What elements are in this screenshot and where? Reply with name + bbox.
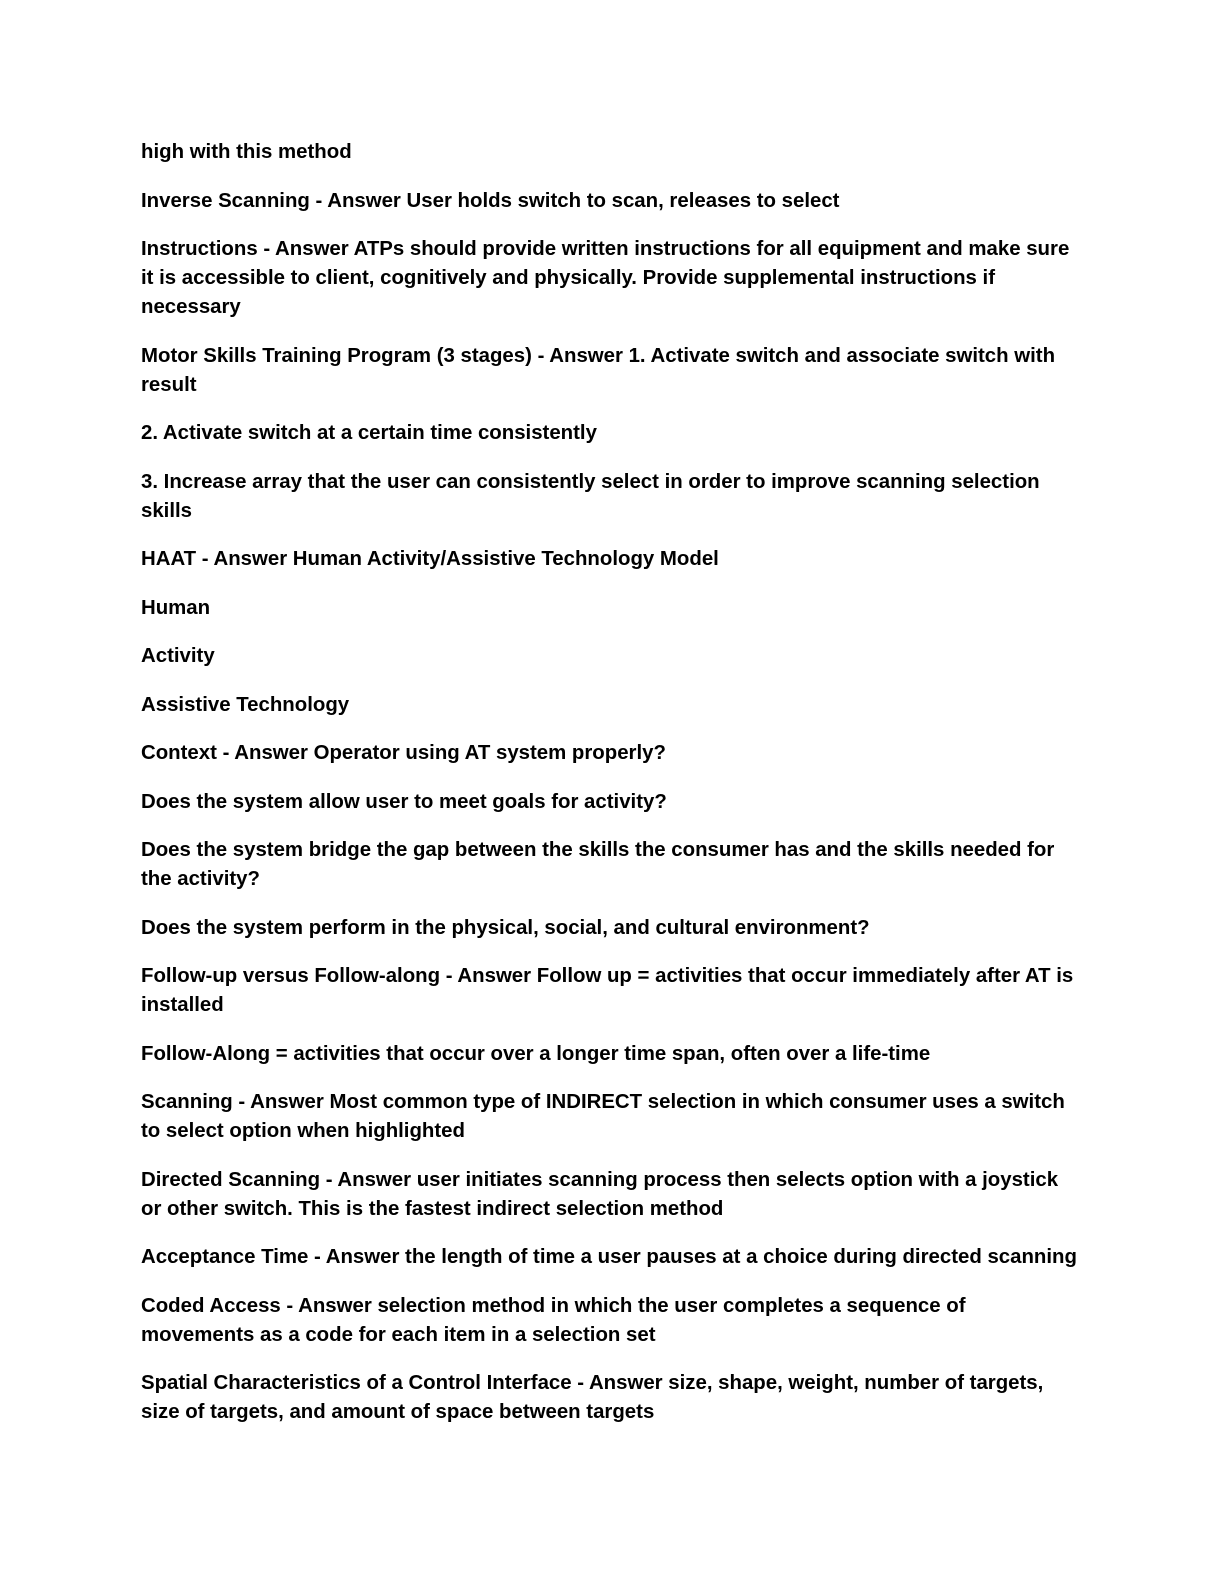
- paragraph-acceptance-time: Acceptance Time - Answer the length of time a user pauses at a choice during directed scanning: [141, 1246, 1077, 1268]
- paragraph-motor-skills: Motor Skills Training Program (3 stages) - Answer 1. Activate switch and associate switch with result: [141, 344, 1056, 396]
- paragraph-follow-up: Follow-up versus Follow-along - Answer Follow up = activities that occur immediately after AT is installed: [141, 965, 1074, 1016]
- paragraph-inverse-scanning: Inverse Scanning - Answer User holds switch to scan, releases to select: [141, 189, 840, 212]
- paragraph-bridge-gap: Does the system bridge the gap between the skills the consumer has and the skills needed for the activity?: [141, 839, 1055, 890]
- paragraph-directed-scanning: Directed Scanning - Answer user initiates scanning process then selects option with a joystick or other switch. This is the fastest indirect selection method: [141, 1168, 1059, 1220]
- paragraph-goals: Does the system allow user to meet goals for activity?: [141, 790, 667, 813]
- paragraph-assistive-technology: Assistive Technology: [141, 693, 350, 716]
- paragraph-follow-along: Follow-Along = activities that occur over a longer time span, often over a life-time: [141, 1042, 931, 1065]
- paragraph-scanning: Scanning - Answer Most common type of INDIRECT selection in which consumer uses a switch to select option when highlighted: [141, 1091, 1065, 1142]
- paragraph-spatial-characteristics: Spatial Characteristics of a Control Interface - Answer size, shape, weight, number of targets, size of targets, and amount of space between targets: [141, 1372, 1044, 1423]
- paragraph-haat: HAAT - Answer Human Activity/Assistive Technology Model: [141, 548, 719, 570]
- paragraph-motor-stage-3: 3. Increase array that the user can consistently select in order to improve scanning selection skills: [141, 470, 1040, 522]
- paragraph-coded-access: Coded Access - Answer selection method in which the user completes a sequence of movements as a code for each item in a selection set: [141, 1294, 966, 1346]
- paragraph-context: Context - Answer Operator using AT system properly?: [141, 742, 666, 764]
- paragraph-instructions: Instructions - Answer ATPs should provide written instructions for all equipment and make sure it is accessible to client, cognitively and physically. Provide supplemental instructions if necessary: [141, 238, 1070, 318]
- document-page: [141, 138, 1081, 1447]
- paragraph-motor-stage-2: 2. Activate switch at a certain time consistently: [141, 422, 597, 444]
- paragraph-environment: Does the system perform in the physical, social, and cultural environment?: [141, 916, 870, 939]
- paragraph-human: Human: [141, 596, 211, 619]
- paragraph-continuation: high with this method: [141, 141, 352, 163]
- paragraph-activity: Activity: [141, 645, 215, 667]
